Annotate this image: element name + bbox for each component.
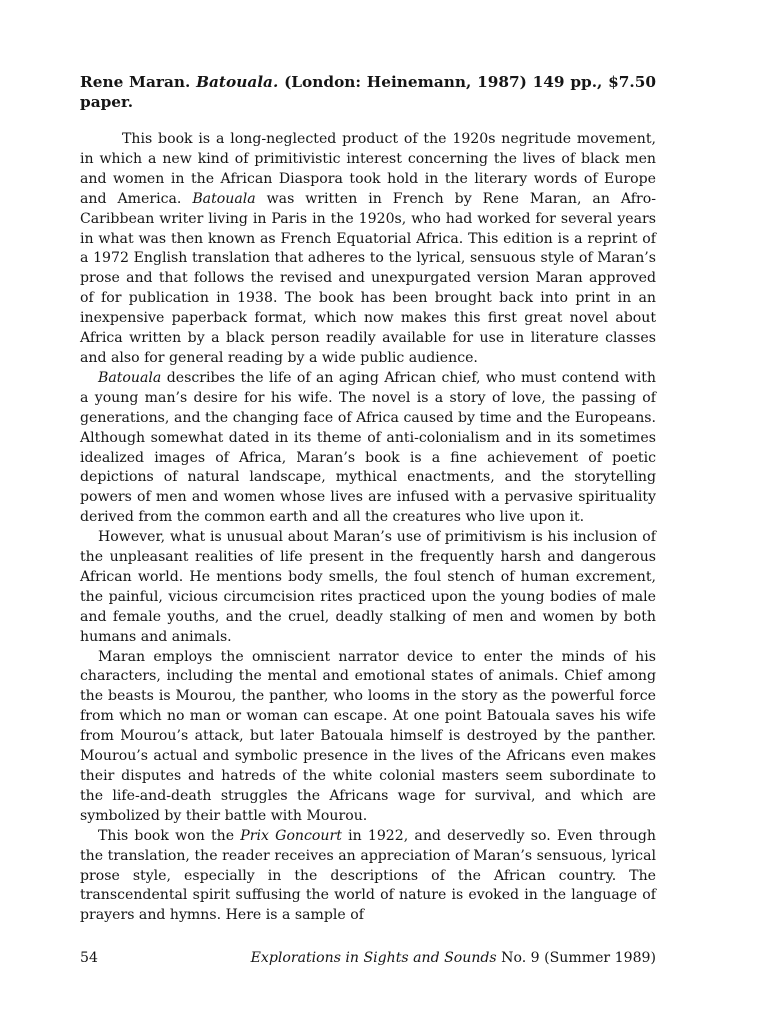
- page-number: 54: [80, 950, 98, 966]
- text-run: Maran employs the omniscient narrator device to enter the minds of his characters, including the mental and emotional states of animals. Chief among the beasts is Mourou, the panther, who looms in the story as the powerful force from which no man or woman can escape. At one point Batouala saves his wife from Mourou’s attack, but later Batouala himself is destroyed by the panther. Mourou’s actual and symbolic presence in the lives of the Africans even makes their disputes and hatreds of the white colonial masters seem subordinate to the life-and-death struggles the Africans wage for survival, and which are symbolized by their battle with Mourou.: [80, 648, 656, 824]
- text-run: was written in French by Rene Maran, an Afro-Caribbean writer living in Paris in the 1920s, who had worked for several years in what was then known as French Equatorial Africa. This edition is a reprint of a 1972 English translation that adheres to the lyrical, sensuous style of Maran’s prose and that follows the revised and unexpurgated version Maran approved of for publication in 1938. The book has been brought back into print in an inexpensive paperback format, which now makes this first great novel about Africa written by a black person readily available for use in literature classes and also for general reading by a wide public audience.: [80, 190, 656, 366]
- italic-text-run: Prix Goncourt: [240, 827, 342, 844]
- review-citation-heading: [80, 72, 656, 112]
- review-paragraph: [80, 528, 656, 647]
- text-run: in 1922, and deservedly so. Even through the translation, the reader receives an appreciation of Maran’s sensuous, lyrical prose style, especially in the descriptions of the African country. The transcendental spirit suffusing the world of nature is evoked in the language of prayers and hymns. Here is a sample of: [80, 827, 656, 924]
- journal-issue: No. 9 (Summer 1989): [496, 950, 656, 966]
- journal-title: Explorations in Sights and Sounds: [250, 950, 497, 966]
- book-author: Rene Maran.: [80, 73, 191, 91]
- review-paragraph: [80, 827, 656, 927]
- text-run: describes the life of an aging African chief, who must contend with a young man’s desire for his wife. The novel is a story of love, the passing of generations, and the changing face of Africa caused by time and the Europeans. Although somewhat dated in its theme of anti-colonialism and in its sometimes idealized images of Africa, Maran’s book is a fine achievement of poetic depictions of natural landscape, mythical enactments, and the storytelling powers of men and women whose lives are infused with a pervasive spirituality derived from the common earth and all the creatures who live upon it.: [80, 369, 656, 526]
- review-page: [80, 72, 656, 926]
- review-paragraph: [80, 648, 656, 827]
- book-publication-details: (London: Heinemann, 1987) 149 pp., $7.50 paper.: [80, 73, 657, 111]
- text-run: This book is a long-neglected product of the 1920s negritude movement, in which a new kind of primitivistic interest concerning the lives of black men and women in the African Diaspora took hold in the literary words of Europe and America.: [80, 131, 656, 207]
- review-paragraph: [80, 130, 656, 369]
- book-title: Batouala.: [196, 73, 279, 91]
- text-run: This book won the: [98, 827, 241, 844]
- review-body: [80, 130, 656, 926]
- italic-text-run: Batouala: [192, 190, 256, 207]
- text-run: However, what is unusual about Maran’s use of primitivism is his inclusion of the unpleasant realities of life present in the frequently harsh and dangerous African world. He mentions body smells, the foul stench of human excrement, the painful, vicious circumcision rites practiced upon the young bodies of male and female youths, and the cruel, deadly stalking of men and women by both humans and animals.: [80, 529, 656, 645]
- italic-text-run: Batouala: [98, 369, 162, 386]
- page-footer: [80, 950, 656, 966]
- journal-citation: [251, 950, 656, 966]
- review-paragraph: [80, 369, 656, 528]
